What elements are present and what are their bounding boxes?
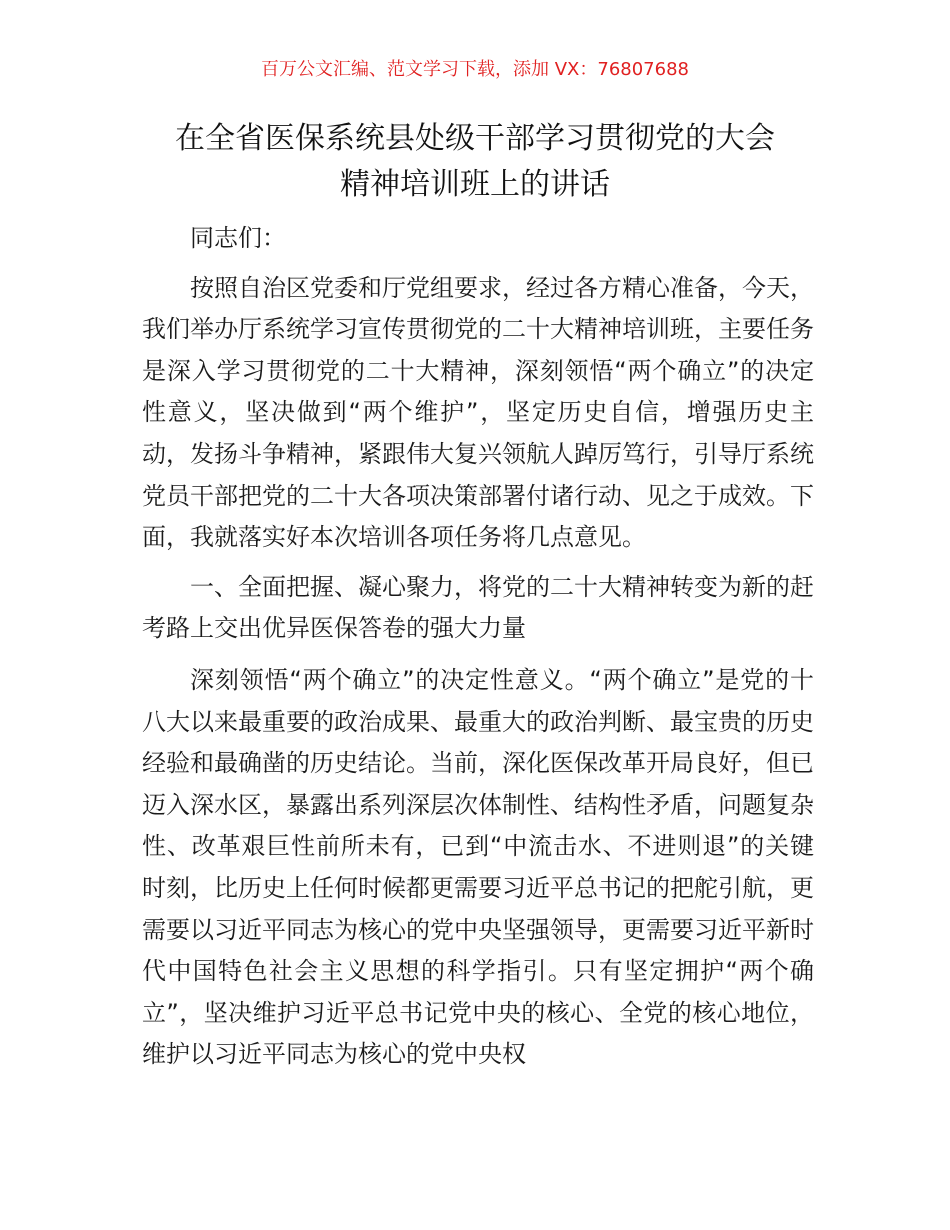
section-1-heading: 一、全面把握、凝心聚力，将党的二十大精神转变为新的赶考路上交出优异医保答卷的强大力量 — [142, 572, 814, 643]
header-banner: 百万公文汇编、范文学习下载，添加 VX：76807688 — [261, 59, 689, 80]
section-1-paragraph-1: 深刻领悟“两个确立”的决定性意义。“两个确立”是党的十八大以来最重要的政治成果、最重大的政治判断、最宝贵的历史经验和最确凿的历史结论。当前，深化医保改革开局良好，但已迈入深水区，暴露出系列深层次体制性、结构性矛盾，问题复杂性、改革艰巨性前所未有，已到“中流击水、不进则退”的关键时刻，比历史上任何时候都更需要习近平总书记的把舵引航，更需要以习近平同志为核心的党中央坚强领导，更需要习近平新时代中国特色社会主义思想的科学指引。只有坚定拥护“两个确立”，坚决维护习近平总书记党中央的核心、全党的核心地位，维护以习近平同志为核心的党中央权 — [142, 665, 814, 1069]
salutation: 同志们： — [190, 224, 286, 252]
intro-paragraph: 按照自治区党委和厅党组要求，经过各方精心准备，今天，我们举办厅系统学习宣传贯彻党的二十大精神培训班，主要任务是深入学习贯彻党的二十大精神，深刻领悟“两个确立”的决定性意义，坚决做到“两个维护”，坚定历史自信，增强历史主动，发扬斗争精神，紧跟伟大复兴领航人踔厉笃行，引导厅系统党员干部把党的二十大各项决策部署付诸行动、见之于成效。下面，我就落实好本次培训各项任务将几点意见。 — [142, 273, 814, 552]
title-line-1: 在全省医保系统县处级干部学习贯彻党的大会 — [175, 121, 775, 156]
document-title — [100, 116, 850, 208]
document-body — [142, 218, 814, 1084]
title-line-2: 精神培训班上的讲话 — [340, 167, 610, 202]
